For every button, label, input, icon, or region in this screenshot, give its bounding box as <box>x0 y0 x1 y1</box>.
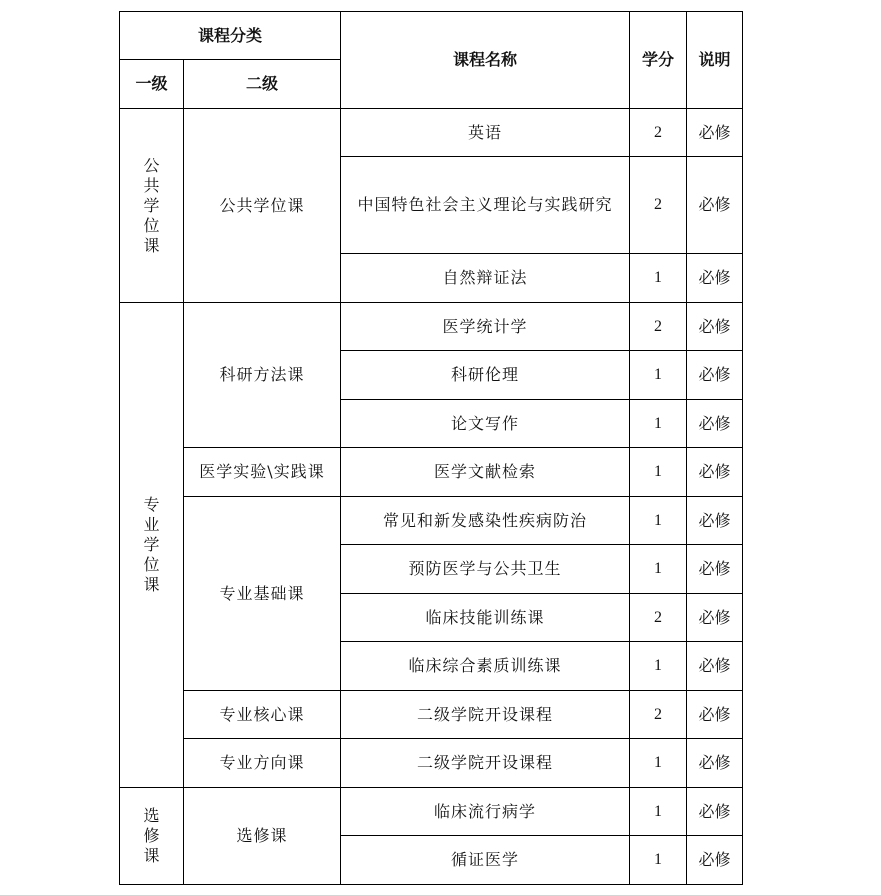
level1-label-elective <box>120 806 183 866</box>
level1-cell-public <box>120 109 184 303</box>
course-credit: 2 <box>630 594 687 642</box>
course-credit: 1 <box>630 836 687 885</box>
level1-char: 修 <box>143 826 160 845</box>
level1-label-public <box>120 156 183 256</box>
course-note: 必修 <box>687 788 743 836</box>
course-credit: 1 <box>630 642 687 691</box>
course-note: 必修 <box>687 351 743 400</box>
course-name: 二级学院开设课程 <box>341 691 630 739</box>
course-credit: 1 <box>630 545 687 594</box>
course-name: 临床技能训练课 <box>341 594 630 642</box>
course-name <box>341 157 630 254</box>
header-note: 说明 <box>687 12 743 109</box>
level2-cell: 医学实验\实践课 <box>184 448 341 497</box>
level1-char: 选 <box>143 806 160 825</box>
level1-char: 位 <box>143 555 160 574</box>
level2-cell: 选修课 <box>184 788 341 885</box>
level1-char: 学 <box>143 195 160 215</box>
course-note: 必修 <box>687 448 743 497</box>
course-name: 临床流行病学 <box>341 788 630 836</box>
level2-cell: 专业核心课 <box>184 691 341 739</box>
course-note: 必修 <box>687 254 743 303</box>
header-category: 课程分类 <box>120 12 341 60</box>
course-note: 必修 <box>687 497 743 545</box>
header-credit: 学分 <box>630 12 687 109</box>
course-credit: 1 <box>630 400 687 448</box>
course-credit: 2 <box>630 303 687 351</box>
level2-cell: 专业基础课 <box>184 497 341 691</box>
level1-char: 位 <box>143 215 160 235</box>
course-note: 必修 <box>687 109 743 157</box>
course-credit: 1 <box>630 497 687 545</box>
header-level2: 二级 <box>184 60 341 109</box>
course-name: 常见和新发感染性疾病防治 <box>341 497 630 545</box>
course-note: 必修 <box>687 400 743 448</box>
level2-cell: 专业方向课 <box>184 739 341 788</box>
level1-label-professional <box>120 495 183 595</box>
course-credit: 2 <box>630 109 687 157</box>
course-name: 医学统计学 <box>341 303 630 351</box>
level1-char: 公 <box>143 155 160 175</box>
course-credit: 1 <box>630 254 687 303</box>
level1-cell-elective <box>120 788 184 885</box>
course-name: 医学文献检索 <box>341 448 630 497</box>
level1-cell-professional <box>120 303 184 788</box>
level2-cell: 科研方法课 <box>184 303 341 448</box>
course-note: 必修 <box>687 642 743 691</box>
level1-char: 共 <box>143 175 160 195</box>
course-name-text: 中国特色社会主义理论与实践研究 <box>357 195 613 214</box>
course-credit: 1 <box>630 351 687 400</box>
course-name: 科研伦理 <box>341 351 630 400</box>
level1-char: 课 <box>143 846 160 865</box>
course-note: 必修 <box>687 739 743 788</box>
level1-char: 学 <box>143 535 160 554</box>
course-name: 二级学院开设课程 <box>341 739 630 788</box>
header-level1: 一级 <box>120 60 184 109</box>
level2-cell: 公共学位课 <box>184 109 341 303</box>
course-table <box>119 11 743 885</box>
course-name: 预防医学与公共卫生 <box>341 545 630 594</box>
course-note: 必修 <box>687 836 743 885</box>
course-credit: 1 <box>630 448 687 497</box>
level1-char: 课 <box>143 575 160 594</box>
course-note: 必修 <box>687 594 743 642</box>
course-name: 论文写作 <box>341 400 630 448</box>
course-credit: 1 <box>630 739 687 788</box>
course-credit: 1 <box>630 788 687 836</box>
header-course-name: 课程名称 <box>341 12 630 109</box>
course-note: 必修 <box>687 691 743 739</box>
course-note: 必修 <box>687 545 743 594</box>
course-credit: 2 <box>630 157 687 254</box>
level1-char: 业 <box>143 515 160 534</box>
course-name: 临床综合素质训练课 <box>341 642 630 691</box>
course-name: 自然辩证法 <box>341 254 630 303</box>
course-note: 必修 <box>687 303 743 351</box>
course-name: 英语 <box>341 109 630 157</box>
course-credit: 2 <box>630 691 687 739</box>
course-note: 必修 <box>687 157 743 254</box>
level1-char: 课 <box>143 235 160 255</box>
level1-char: 专 <box>143 495 160 514</box>
course-name: 循证医学 <box>341 836 630 885</box>
